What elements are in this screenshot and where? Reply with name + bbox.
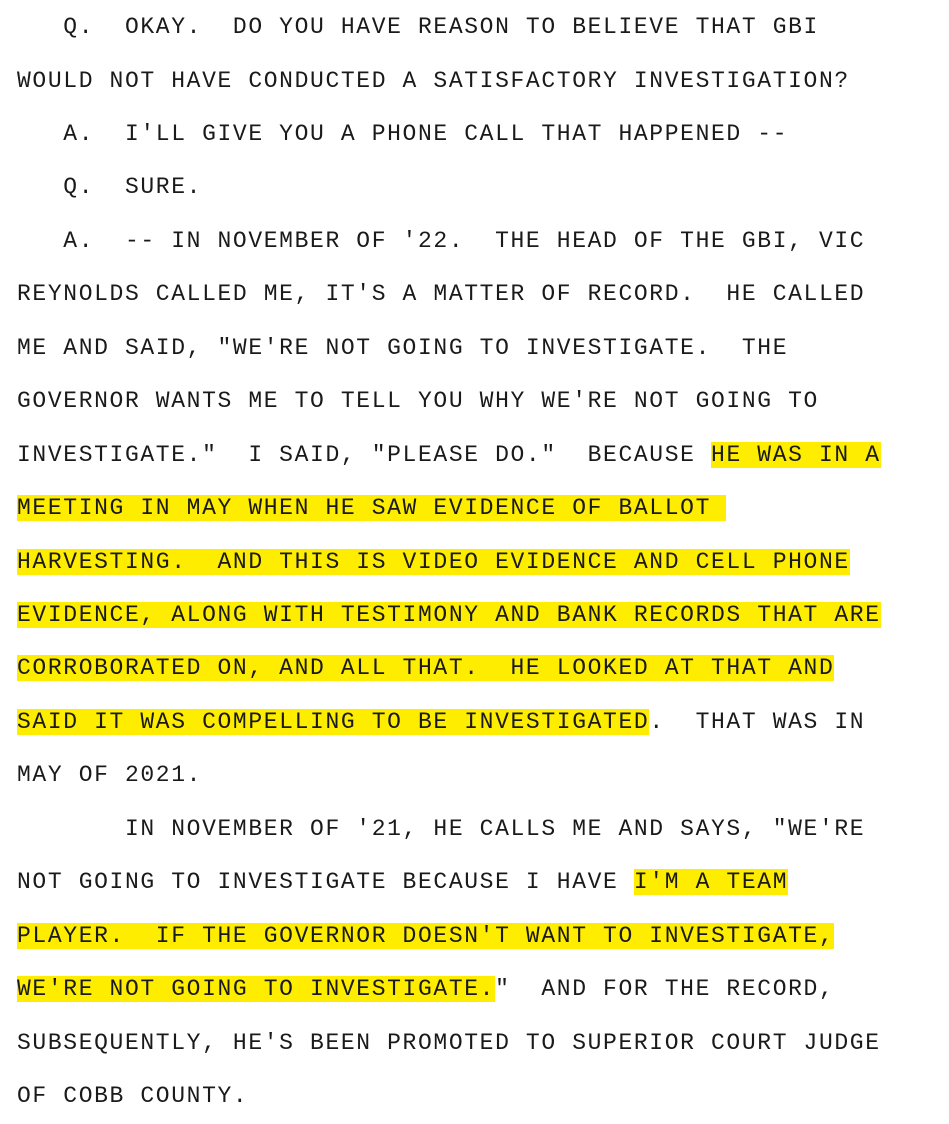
transcript-text: WOULD NOT HAVE CONDUCTED A SATISFACTORY INVESTIGATION? bbox=[17, 67, 850, 94]
transcript-line bbox=[17, 334, 788, 362]
transcript-text: A. I'LL GIVE YOU A PHONE CALL THAT HAPPENED -- bbox=[17, 120, 789, 147]
transcript-line bbox=[17, 387, 819, 415]
transcript-text: Q. OKAY. DO YOU HAVE REASON TO BELIEVE THAT GBI bbox=[17, 14, 819, 40]
highlighted-text: HARVESTING. AND THIS IS VIDEO EVIDENCE AND CELL PHONE bbox=[17, 548, 850, 575]
transcript-line bbox=[17, 815, 865, 843]
transcript-line bbox=[17, 601, 881, 629]
transcript-text: MAY OF 2021. bbox=[17, 762, 203, 789]
transcript-line bbox=[17, 227, 865, 255]
highlighted-text: I'M A TEAM bbox=[633, 869, 789, 896]
highlighted-text: CORROBORATED ON, AND ALL THAT. HE LOOKED AT THAT AND bbox=[17, 655, 835, 682]
transcript-line bbox=[17, 494, 726, 522]
transcript-line bbox=[17, 441, 881, 469]
transcript-line bbox=[17, 975, 834, 1003]
transcript-text: GOVERNOR WANTS ME TO TELL YOU WHY WE'RE NOT GOING TO bbox=[17, 388, 819, 415]
transcript-text: . THAT WAS IN bbox=[649, 708, 866, 735]
transcript-line bbox=[17, 654, 834, 682]
transcript-text: IN NOVEMBER OF '21, HE CALLS ME AND SAYS, "WE'RE bbox=[17, 815, 866, 842]
transcript-line bbox=[17, 67, 850, 95]
highlighted-text: EVIDENCE, ALONG WITH TESTIMONY AND BANK RECORDS THAT ARE bbox=[17, 602, 881, 628]
transcript-text: ME AND SAID, "WE'RE NOT GOING TO INVESTIGATE. THE bbox=[17, 334, 789, 361]
highlighted-text: SAID IT WAS COMPELLING TO BE INVESTIGATED bbox=[17, 708, 650, 735]
transcript-line bbox=[17, 922, 834, 950]
transcript-line bbox=[17, 868, 788, 896]
transcript-text: REYNOLDS CALLED ME, IT'S A MATTER OF RECORD. HE CALLED bbox=[17, 281, 866, 308]
highlighted-text: PLAYER. IF THE GOVERNOR DOESN'T WANT TO INVESTIGATE, bbox=[17, 922, 835, 949]
transcript-line bbox=[17, 173, 202, 201]
highlighted-text: HE WAS IN A bbox=[711, 441, 881, 468]
transcript-line bbox=[17, 1082, 248, 1110]
transcript-line bbox=[17, 708, 865, 736]
highlighted-text: MEETING IN MAY WHEN HE SAW EVIDENCE OF BALLOT bbox=[17, 495, 727, 522]
transcript-line bbox=[17, 548, 850, 576]
transcript-text: NOT GOING TO INVESTIGATE BECAUSE I HAVE bbox=[17, 869, 634, 896]
transcript-text: INVESTIGATE." I SAID, "PLEASE DO." BECAUSE bbox=[17, 441, 712, 468]
transcript-text: OF COBB COUNTY. bbox=[17, 1083, 249, 1109]
transcript-line bbox=[17, 13, 819, 41]
transcript-text: Q. SURE. bbox=[17, 174, 203, 201]
transcript-line bbox=[17, 761, 202, 789]
transcript-text: " AND FOR THE RECORD, bbox=[495, 976, 835, 1003]
transcript-line bbox=[17, 280, 865, 308]
transcript-text: SUBSEQUENTLY, HE'S BEEN PROMOTED TO SUPERIOR COURT JUDGE bbox=[17, 1029, 881, 1056]
transcript-line bbox=[17, 120, 788, 148]
highlighted-text: WE'RE NOT GOING TO INVESTIGATE. bbox=[17, 976, 496, 1003]
transcript-line bbox=[17, 1029, 881, 1057]
transcript-text: A. -- IN NOVEMBER OF '22. THE HEAD OF THE GBI, VIC bbox=[17, 227, 866, 254]
